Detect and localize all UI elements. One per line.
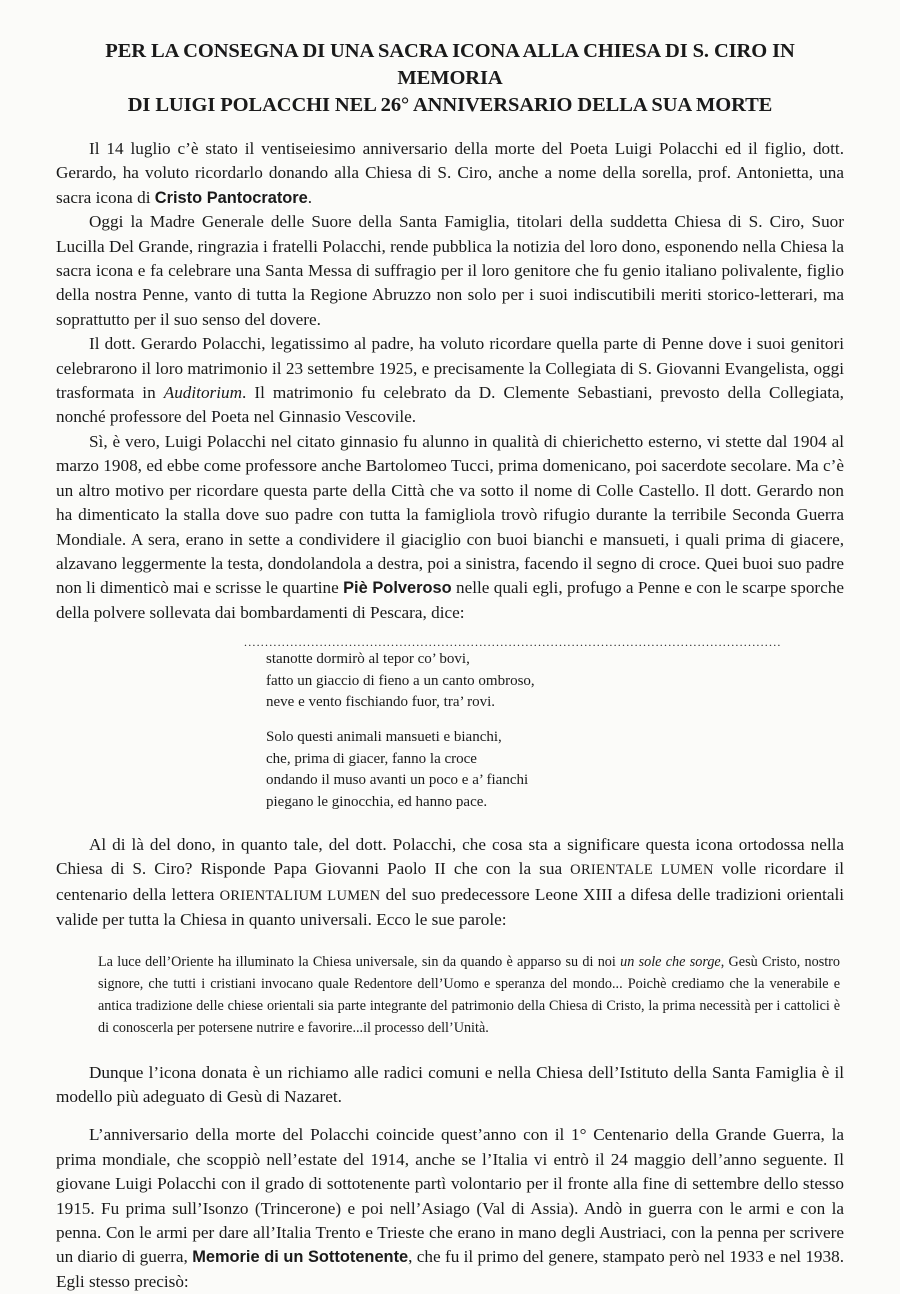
paragraph-7-text: L’anniversario della morte del Polacchi coincide quest’anno con il 1° Centenario della Grande Guerra, la prima mondiale, che scoppiò nell’estate del 1914, anche se l’Italia vi entrò il 24 maggio dell’anno seguente. Il giovane Luigi Polacchi con il grado di sottotenente partì volontario per il fronte alla fine di settembre dello stesso 1915. Fu prima sull’Isonzo (Trincerone) e poi nell’Asiago (Val di Assia). Andò in guerra con le armi e con la penna. Con le armi per dare all’Italia Trento e Trieste che erano in mano degli Austriaci, con la penna per scrivere un diario di guerra, (56, 1125, 844, 1267)
paragraph-2: Oggi la Madre Generale delle Suore della Santa Famiglia, titolari della suddetta Chiesa di S. Ciro, Suor Lucilla Del Grande, ringrazia i fratelli Polacchi, rende pubblica la notizia del loro dono, esponendo nella Chiesa la sacra icona e fa celebrare una Santa Messa di suffragio per il loro genitore che fu genio italiano polivalente, figlio della nostra Penne, vanto di tutta la Regione Abruzzo non solo per i suoi indiscutibili meriti storico-letterari, ma soprattutto per il suo senso del dovere. (56, 212, 844, 329)
poem-line: piegano le ginocchia, ed hanno pace. (266, 793, 488, 810)
paragraph-4-end: nelle quali egli, profugo a Penne e con le scarpe sporche della polvere sollevata dai bombardamenti di Pescara, dice: (56, 578, 844, 622)
paragraph-gap (56, 1109, 844, 1123)
poem-ellipsis: ................................................................................................................................ (244, 635, 782, 650)
poem-line: ondando il muso avanti un poco e a’ fianchi (266, 772, 529, 789)
auditorium-italic: Auditorium (163, 383, 243, 403)
quote-text-b: , Gesù Cristo, nostro signore, che tutti i cristiani invocano quale Redentore dell’Uomo e speranza del mondo... Poichè crediamo che la venerabile e antica tradizione delle chiese orientali sia parte integrante del patrimonio della Chiesa di Cristo, la prima necessità per i cattolici è di conoscerla per potersene nutrire e favorire...il processo dell’Unità. (98, 953, 840, 1036)
paragraph-7 (56, 1123, 844, 1294)
poem-stanza-2 (266, 727, 566, 813)
paragraph-7-end: , che fu il primo del genere, stampato però nel 1933 e nel 1938. Egli stesso precisò: (56, 1247, 844, 1291)
paragraph-1-text: Il 14 luglio c’è stato il ventiseiesimo anniversario della morte del Poeta Luigi Polacchi ed il figlio, dott. Gerardo, ha voluto ricordarlo donando alla Chiesa di S. Ciro, anche a nome della sorella, prof. Antonietta, una sacra icona di (56, 139, 844, 207)
orientale-lumen: ORIENTALE LUMEN (570, 862, 714, 879)
quote-text-a: La luce dell’Oriente ha illuminato la Chiesa universale, sin da quando è apparso su di noi (98, 953, 621, 970)
poem-line: Solo questi animali mansueti e bianchi, (266, 729, 502, 746)
paragraph-5 (56, 833, 844, 933)
paragraph-3 (56, 332, 844, 430)
paragraph-5-text-b: volle ricordare il centenario della lettera (56, 859, 845, 904)
paragraph-1-end: . (307, 187, 313, 207)
quote-italic: un sole che sorge (620, 953, 721, 970)
paragraph-3-text: Il dott. Gerardo Polacchi, legatissimo al padre, ha voluto ricordare quella parte di Penne dove i suoi genitori celebrarono il loro matrimonio il 23 settembre 1925, e precisamente la Collegiata di S. Giovanni Evangelista, oggi trasformata in (56, 334, 844, 403)
title-line-1: PER LA CONSEGNA DI UNA SACRA ICONA ALLA CHIESA DI S. CIRO IN MEMORIA (105, 40, 795, 89)
poem-line: stanotte dormirò al tepor co’ bovi, (266, 651, 470, 668)
paragraph-6: Dunque l’icona donata è un richiamo alle radici comuni e nella Chiesa dell’Istituto della Santa Famiglia è il modello più adeguato di Gesù di Nazaret. (56, 1062, 844, 1106)
icon-title-bold: Cristo Pantocratore (154, 188, 308, 207)
poem-title-bold: Piè Polveroso (343, 579, 452, 598)
paragraph-3-end: . Il matrimonio fu celebrato da D. Clemente Sebastiani, prevosto della Collegiata, nonché professore del Poeta nel Ginnasio Vescovile. (56, 383, 844, 427)
paragraph-4 (56, 430, 844, 625)
paragraph-5-text-a: Al di là del dono, in quanto tale, del dott. Polacchi, che cosa sta a significare questa icona ortodossa nella Chiesa di S. Ciro? Risponde Papa Giovanni Paolo II che con la sua (56, 834, 844, 879)
poem-line: neve e vento fischiando fuor, tra’ rovi. (266, 693, 496, 710)
poem-block (244, 635, 782, 813)
title-line-2: DI LUIGI POLACCHI NEL 26° ANNIVERSARIO DELLA SUA MORTE (127, 94, 773, 116)
papal-quote (98, 951, 840, 1039)
poem-stanza-1 (266, 649, 566, 713)
paragraph-5-text-c: del suo predecessore Leone XIII a difesa delle tradizioni orientali valide per tutta la Chiesa in quanto universali. Ecco le sue parole: (56, 884, 844, 930)
paragraph-4-text: Sì, è vero, Luigi Polacchi nel citato ginnasio fu alunno in qualità di chierichetto esterno, vi stette dal 1904 al marzo 1908, ed ebbe come professore anche Bartolomeo Tucci, prima domenicano, poi sacerdote secolare. Ma c’è un altro motivo per ricordare questa parte della Città che va sotto il nome di Colle Castello. Il dott. Gerardo non ha dimenticato la stalla dove suo padre con tutta la famigliola trovò rifugio durante la terribile Seconda Guerra Mondiale. A sera, erano in sette a condividere il giaciglio con buoi bianchi e mansueti, i quali prima di giacere, alzavano leggermente la testa, dondolandola a destra, poi a sinistra, facendo il segno di croce. Quei buoi suo padre non li dimenticò mai e scrisse le quartine (56, 431, 844, 598)
poem-line: che, prima di giacer, fanno la croce (266, 750, 477, 767)
memoir-title-bold: Memorie di un Sottotenente (192, 1248, 409, 1267)
orientalium-lumen: ORIENTALIUM LUMEN (219, 887, 381, 904)
paragraph-1 (56, 137, 844, 210)
article-title (56, 38, 844, 119)
poem-line: fatto un giaccio di fieno a un canto ombroso, (266, 672, 535, 689)
